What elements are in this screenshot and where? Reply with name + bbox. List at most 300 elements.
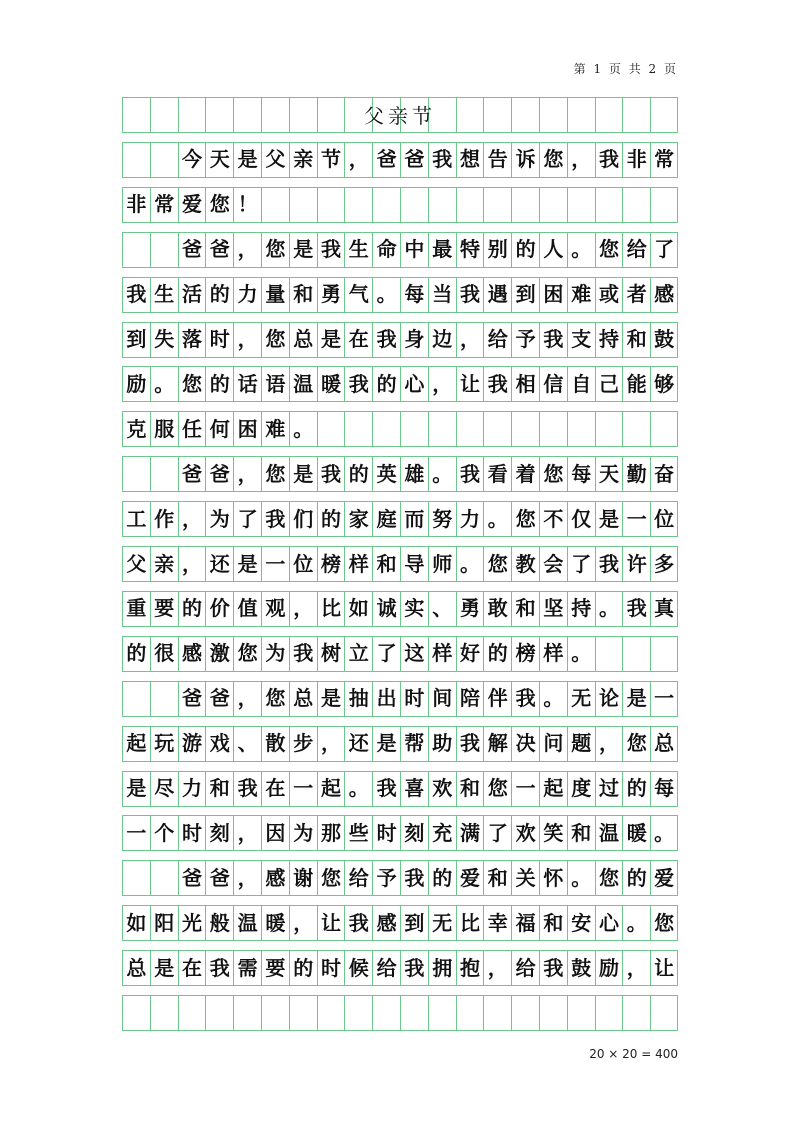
grid-rule	[122, 222, 678, 223]
grid-cell: 亲	[289, 142, 317, 177]
grid-cell: ，	[178, 501, 206, 536]
grid-cell: 鼓	[650, 322, 678, 357]
page-number-header: 第 1 页 共 2 页	[573, 62, 678, 76]
grid-cell: 您	[483, 771, 511, 806]
grid-rule	[122, 761, 678, 762]
grid-cell	[511, 995, 539, 1030]
grid-cell: 而	[400, 501, 428, 536]
grid-cell: ，	[483, 950, 511, 985]
grid-cell: 的	[289, 950, 317, 985]
grid-cell: 己	[595, 366, 623, 401]
grid-cell: 雄	[400, 456, 428, 491]
grid-cell: 爱	[178, 187, 206, 222]
grid-cell: 在	[261, 771, 289, 806]
grid-cell: 心	[595, 905, 623, 940]
grid-cell: 和	[567, 815, 595, 850]
grid-cell: 出	[372, 681, 400, 716]
grid-cell: 游	[178, 726, 206, 761]
grid-cell: 和	[511, 591, 539, 626]
grid-cell: 。	[567, 232, 595, 267]
grid-cell: 您	[595, 860, 623, 895]
grid-cell	[622, 636, 650, 671]
grid-cell: 起	[539, 771, 567, 806]
grid-cell: 导	[400, 546, 428, 581]
grid-cell: 观	[261, 591, 289, 626]
grid-rule	[122, 591, 678, 592]
grid-cell: 和	[483, 860, 511, 895]
grid-cell: 一	[122, 815, 150, 850]
grid-cell: 欢	[428, 771, 456, 806]
grid-cell: 立	[344, 636, 372, 671]
grid-cell	[317, 411, 345, 446]
grid-cell: ，	[233, 456, 261, 491]
grid-rule	[122, 860, 678, 861]
grid-cell: 和	[622, 322, 650, 357]
grid-cell: 者	[622, 277, 650, 312]
grid-cell: 。	[539, 681, 567, 716]
grid-cell: 您	[622, 726, 650, 761]
text-row	[122, 771, 678, 806]
grid-cell: 看	[483, 456, 511, 491]
grid-cell: ，	[595, 726, 623, 761]
grid-cell: 让	[650, 950, 678, 985]
grid-rule	[122, 985, 678, 986]
grid-cell: 度	[567, 771, 595, 806]
grid-cell: 福	[511, 905, 539, 940]
grid-cell: 是	[150, 950, 178, 985]
grid-rule	[122, 806, 678, 807]
grid-cell: 困	[233, 411, 261, 446]
grid-cell: 您	[650, 905, 678, 940]
grid-cell: 您	[261, 681, 289, 716]
grid-cell: 。	[622, 905, 650, 940]
grid-cell: 抱	[456, 950, 484, 985]
grid-rule	[122, 491, 678, 492]
grid-rule	[122, 671, 678, 672]
grid-cell: 总	[650, 726, 678, 761]
grid-cell: 励	[122, 366, 150, 401]
grid-cell: 光	[178, 905, 206, 940]
grid-cell	[344, 995, 372, 1030]
grid-cell: 一	[289, 771, 317, 806]
grid-cell	[150, 995, 178, 1030]
grid-cell: 我	[261, 501, 289, 536]
grid-cell: 满	[456, 815, 484, 850]
grid-cell: 持	[567, 591, 595, 626]
grid-cell	[205, 995, 233, 1030]
grid-cell: ！	[233, 187, 261, 222]
grid-cell: 刻	[205, 815, 233, 850]
grid-cell: 起	[317, 771, 345, 806]
text-row	[122, 142, 678, 177]
grid-cell: 励	[595, 950, 623, 985]
grid-cell: 一	[511, 771, 539, 806]
grid-cell: 量	[261, 277, 289, 312]
text-row	[122, 187, 678, 222]
grid-cell: 您	[233, 636, 261, 671]
grid-cell: 勇	[317, 277, 345, 312]
grid-cell	[567, 187, 595, 222]
grid-cell: 刻	[400, 815, 428, 850]
grid-cell: 爸	[178, 232, 206, 267]
grid-cell: 我	[456, 726, 484, 761]
grid-cell: 是	[595, 501, 623, 536]
grid-cell: 位	[289, 546, 317, 581]
grid-cell: 和	[372, 546, 400, 581]
grid-cell: 天	[595, 456, 623, 491]
grid-cell: 您	[595, 232, 623, 267]
grid-cell: 您	[317, 860, 345, 895]
grid-cell: 散	[261, 726, 289, 761]
grid-rule	[122, 636, 678, 637]
grid-cell	[650, 187, 678, 222]
grid-cell: 您	[178, 366, 206, 401]
grid-cell: ，	[289, 905, 317, 940]
grid-cell	[595, 995, 623, 1030]
grid-cell	[150, 232, 178, 267]
grid-cell	[650, 995, 678, 1030]
grid-cell	[317, 995, 345, 1030]
grid-cell	[150, 456, 178, 491]
grid-cell: 和	[289, 277, 317, 312]
grid-cell	[650, 411, 678, 446]
grid-cell: 是	[317, 322, 345, 357]
grid-rule	[122, 267, 678, 268]
grid-cell	[289, 995, 317, 1030]
grid-cell	[567, 995, 595, 1030]
grid-cell: 感	[372, 905, 400, 940]
grid-cell: 了	[372, 636, 400, 671]
grid-cell: 每	[400, 277, 428, 312]
grid-cell: 自	[567, 366, 595, 401]
grid-cell: 为	[261, 636, 289, 671]
grid-cell	[344, 411, 372, 446]
grid-cell: ，	[567, 142, 595, 177]
grid-cell: 的	[428, 860, 456, 895]
grid-cell: 想	[456, 142, 484, 177]
grid-cell: 是	[233, 546, 261, 581]
grid-cell: 工	[122, 501, 150, 536]
grid-cell: 实	[400, 591, 428, 626]
grid-rule	[122, 726, 678, 727]
grid-cell	[400, 187, 428, 222]
grid-cell: 让	[317, 905, 345, 940]
grid-cell: 爸	[205, 456, 233, 491]
grid-cell: ，	[317, 726, 345, 761]
grid-cell: 个	[150, 815, 178, 850]
grid-cell: 树	[317, 636, 345, 671]
grid-cell: 中	[400, 232, 428, 267]
grid-cell: 时	[400, 681, 428, 716]
grid-cell: 教	[511, 546, 539, 581]
grid-cell: 您	[511, 501, 539, 536]
grid-cell: ，	[233, 815, 261, 850]
grid-cell: 还	[205, 546, 233, 581]
grid-rule	[122, 232, 678, 233]
grid-cell: 真	[650, 591, 678, 626]
grid-cell: 问	[539, 726, 567, 761]
grid-cell: 我	[400, 950, 428, 985]
grid-cell: 关	[511, 860, 539, 895]
grid-cell: 如	[344, 591, 372, 626]
grid-cell: 在	[178, 950, 206, 985]
grid-cell: 样	[539, 636, 567, 671]
grid-cell: 给	[622, 232, 650, 267]
grid-cell: 爸	[178, 456, 206, 491]
grid-cell	[567, 411, 595, 446]
grid-cell	[595, 411, 623, 446]
grid-cell	[233, 995, 261, 1030]
grid-cell: 许	[622, 546, 650, 581]
grid-cell: 是	[622, 681, 650, 716]
grid-cell: 间	[428, 681, 456, 716]
grid-cell: 常	[650, 142, 678, 177]
text-row	[122, 501, 678, 536]
grid-cell: 些	[344, 815, 372, 850]
grid-cell: 一	[650, 681, 678, 716]
grid-cell: 落	[178, 322, 206, 357]
grid-cell	[483, 411, 511, 446]
grid-cell: 英	[372, 456, 400, 491]
grid-cell: 。	[372, 277, 400, 312]
grid-cell: 是	[289, 232, 317, 267]
grid-cell: 般	[205, 905, 233, 940]
grid-cell: 帮	[400, 726, 428, 761]
grid-cell: 的	[344, 456, 372, 491]
grid-cell: 样	[344, 546, 372, 581]
grid-cell: 的	[511, 232, 539, 267]
grid-cell: 拥	[428, 950, 456, 985]
grid-cell: 生	[344, 232, 372, 267]
grid-cell	[122, 860, 150, 895]
grid-cell: 榜	[511, 636, 539, 671]
grid-cell: 暖	[622, 815, 650, 850]
grid-rule	[122, 771, 678, 772]
grid-cell: 爸	[400, 142, 428, 177]
grid-cell: 鼓	[567, 950, 595, 985]
grid-cell	[122, 456, 150, 491]
grid-cell: 感	[650, 277, 678, 312]
grid-cell: 到	[511, 277, 539, 312]
grid-cell	[178, 995, 206, 1030]
grid-cell: 多	[650, 546, 678, 581]
grid-cell	[622, 411, 650, 446]
grid-cell: 解	[483, 726, 511, 761]
grid-cell: 诉	[511, 142, 539, 177]
grid-cell: 话	[233, 366, 261, 401]
grid-cell: 时	[317, 950, 345, 985]
grid-cell: 。	[483, 501, 511, 536]
grid-cell: 时	[372, 815, 400, 850]
grid-cell: 亲	[150, 546, 178, 581]
grid-cell: 信	[539, 366, 567, 401]
grid-cell: 当	[428, 277, 456, 312]
grid-cell: 家	[344, 501, 372, 536]
grid-cell: 了	[483, 815, 511, 850]
grid-cell: 欢	[511, 815, 539, 850]
grid-cell: 作	[150, 501, 178, 536]
grid-cell: ，	[178, 546, 206, 581]
text-row	[122, 950, 678, 985]
grid-cell: 了	[567, 546, 595, 581]
grid-cell: 阳	[150, 905, 178, 940]
grid-cell: 的	[483, 636, 511, 671]
grid-cell: 感	[178, 636, 206, 671]
grid-cell: 无	[567, 681, 595, 716]
grid-rule	[122, 411, 678, 412]
grid-rule	[122, 950, 678, 951]
grid-cell: 候	[344, 950, 372, 985]
grid-cell: 充	[428, 815, 456, 850]
grid-cell	[539, 187, 567, 222]
grid-cell: 我	[622, 591, 650, 626]
grid-rule	[122, 142, 678, 143]
grid-cell: 何	[205, 411, 233, 446]
grid-cell	[289, 187, 317, 222]
grid-cell	[150, 142, 178, 177]
grid-cell: 好	[456, 636, 484, 671]
grid-cell	[456, 995, 484, 1030]
grid-cell: 抽	[344, 681, 372, 716]
grid-cell: 尽	[150, 771, 178, 806]
grid-cell: 。	[456, 546, 484, 581]
grid-cell: 是	[317, 681, 345, 716]
grid-cell: 比	[456, 905, 484, 940]
grid-cell: 非	[622, 142, 650, 177]
grid-cell	[400, 995, 428, 1030]
grid-cell: 那	[317, 815, 345, 850]
grid-cell: 步	[289, 726, 317, 761]
grid-cell: 的	[317, 501, 345, 536]
grid-cell: 陪	[456, 681, 484, 716]
grid-cell: 榜	[317, 546, 345, 581]
grid-cell: 予	[372, 860, 400, 895]
grid-cell: 予	[511, 322, 539, 357]
grid-cell: 非	[122, 187, 150, 222]
grid-cell: 喜	[400, 771, 428, 806]
grid-cell: 天	[205, 142, 233, 177]
grid-cell: ，	[428, 366, 456, 401]
grid-cell: 我	[233, 771, 261, 806]
grid-cell: 活	[178, 277, 206, 312]
grid-cell: 安	[567, 905, 595, 940]
grid-cell: 是	[233, 142, 261, 177]
grid-rule	[122, 446, 678, 447]
grid-cell	[622, 187, 650, 222]
grid-cell	[150, 860, 178, 895]
text-row	[122, 277, 678, 312]
grid-cell: 爸	[178, 860, 206, 895]
grid-cell: 总	[122, 950, 150, 985]
grid-rule	[122, 277, 678, 278]
grid-cell: 身	[400, 322, 428, 357]
grid-cell: 温	[289, 366, 317, 401]
grid-cell	[122, 995, 150, 1030]
grid-cell: 很	[150, 636, 178, 671]
grid-cell: 。	[650, 815, 678, 850]
grid-rule	[122, 1030, 678, 1031]
grid-cell: 给	[483, 322, 511, 357]
grid-cell: 爱	[456, 860, 484, 895]
text-row	[122, 366, 678, 401]
grid-cell: ，	[233, 860, 261, 895]
grid-cell: 我	[344, 366, 372, 401]
grid-cell: 在	[344, 322, 372, 357]
grid-cell: 我	[595, 546, 623, 581]
grid-cell: 持	[595, 322, 623, 357]
grid-cell: 。	[567, 636, 595, 671]
grid-cell: 我	[372, 771, 400, 806]
grid-cell: 难	[261, 411, 289, 446]
grid-cell: 时	[205, 322, 233, 357]
grid-cell: 心	[400, 366, 428, 401]
grid-cell: 我	[595, 142, 623, 177]
grid-cell: 比	[317, 591, 345, 626]
grid-cell: 爸	[205, 681, 233, 716]
grid-cell: 玩	[150, 726, 178, 761]
grid-rule	[122, 626, 678, 627]
text-row	[122, 591, 678, 626]
text-row	[122, 681, 678, 716]
grid-cell: ，	[456, 322, 484, 357]
grid-cell: 难	[567, 277, 595, 312]
grid-cell: 温	[595, 815, 623, 850]
grid-cell: 勇	[456, 591, 484, 626]
grid-cell: 、	[233, 726, 261, 761]
grid-cell: 论	[595, 681, 623, 716]
grid-cell: 命	[372, 232, 400, 267]
grid-cell: 怀	[539, 860, 567, 895]
grid-rule	[122, 815, 678, 816]
grid-cell: 戏	[205, 726, 233, 761]
grid-cell	[428, 411, 456, 446]
grid-cell: 您	[205, 187, 233, 222]
grid-rule	[122, 501, 678, 502]
grid-rule	[122, 401, 678, 402]
grid-rule	[122, 546, 678, 547]
grid-cell: 的	[622, 771, 650, 806]
text-row	[122, 905, 678, 940]
grid-cell: 。	[150, 366, 178, 401]
grid-cell: 一	[622, 501, 650, 536]
grid-cell: 够	[650, 366, 678, 401]
grid-cell: 您	[483, 546, 511, 581]
grid-cell: 别	[483, 232, 511, 267]
grid-cell	[511, 411, 539, 446]
text-row	[122, 726, 678, 761]
grid-rule	[122, 366, 678, 367]
grid-cell	[428, 995, 456, 1030]
essay-title: 父亲节	[364, 104, 436, 128]
grid-cell: 幸	[483, 905, 511, 940]
grid-cell: 您	[261, 232, 289, 267]
grid-cell	[456, 411, 484, 446]
grid-cell: 我	[456, 456, 484, 491]
grid-cell: 生	[150, 277, 178, 312]
grid-cell: 遇	[483, 277, 511, 312]
grid-cell: 了	[650, 232, 678, 267]
grid-cell: 位	[650, 501, 678, 536]
grid-cell: 告	[483, 142, 511, 177]
grid-cell: 谢	[289, 860, 317, 895]
grid-cell: 特	[456, 232, 484, 267]
grid-cell: 边	[428, 322, 456, 357]
grid-rule	[122, 905, 678, 906]
grid-cell: 力	[456, 501, 484, 536]
text-row	[122, 636, 678, 671]
grid-rule	[122, 187, 678, 188]
grid-cell: 。	[289, 411, 317, 446]
